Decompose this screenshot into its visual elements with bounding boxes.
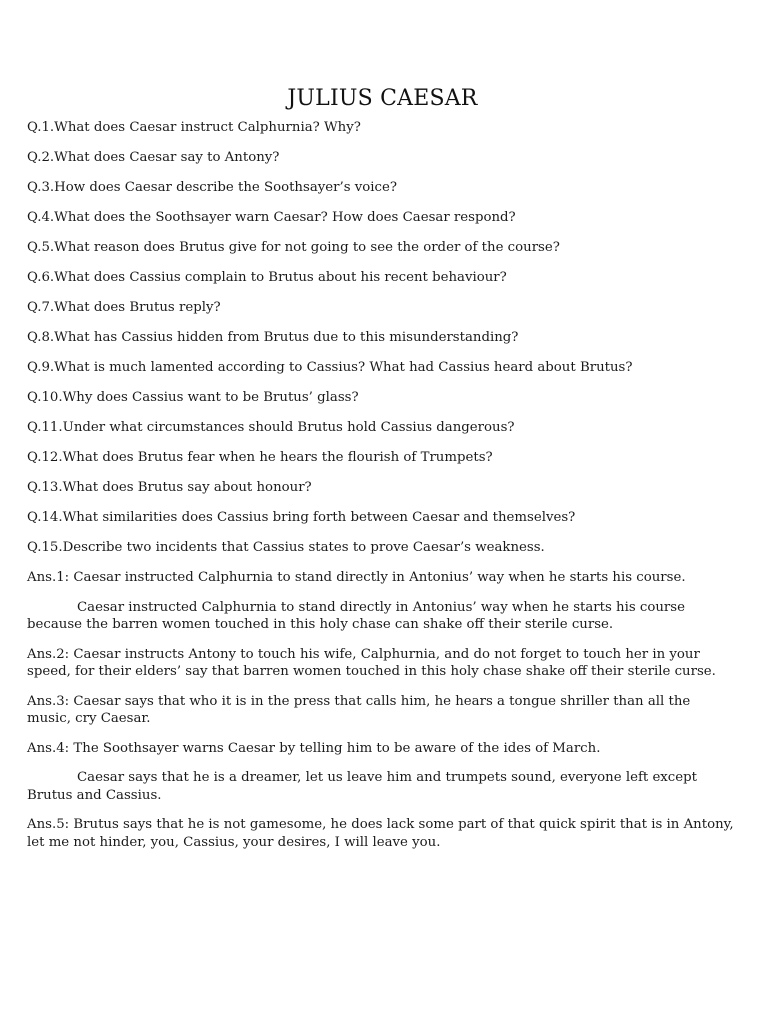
answer-1: Ans.1: Caesar instructed Calphurnia to stand directly in Antonius’ way when he starts his course. <box>27 570 686 585</box>
question-4: Q.4.What does the Soothsayer warn Caesar? How does Caesar respond? <box>27 210 516 225</box>
question-7: Q.7.What does Brutus reply? <box>27 300 221 315</box>
answer-3: Ans.3: Caesar says that who it is in the press that calls him, he hears a tongue shriller than all the music, cry Caesar. <box>27 693 691 726</box>
question-list <box>27 119 738 556</box>
question-1: Q.1.What does Caesar instruct Calphurnia? Why? <box>27 120 361 135</box>
page-title: JULIUS CAESAR <box>287 86 478 111</box>
question-3: Q.3.How does Caesar describe the Soothsayer’s voice? <box>27 180 397 195</box>
question-5: Q.5.What reason does Brutus give for not going to see the order of the course? <box>27 240 560 255</box>
question-13: Q.13.What does Brutus say about honour? <box>27 480 312 495</box>
answer-2: Ans.2: Caesar instructs Antony to touch his wife, Calphurnia, and do not forget to touch her in your speed, for their elders’ say that barren women touched in this holy chase shake off their sterile curse. <box>27 646 716 679</box>
question-12: Q.12.What does Brutus fear when he hears the flourish of Trumpets? <box>27 450 493 465</box>
question-11: Q.11.Under what circumstances should Brutus hold Cassius dangerous? <box>27 420 515 435</box>
question-10: Q.10.Why does Cassius want to be Brutus’ glass? <box>27 390 359 405</box>
question-15: Q.15.Describe two incidents that Cassius states to prove Caesar’s weakness. <box>27 540 545 555</box>
question-8: Q.8.What has Cassius hidden from Brutus due to this misunderstanding? <box>27 330 519 345</box>
question-14: Q.14.What similarities does Cassius bring forth between Caesar and themselves? <box>27 510 576 525</box>
answer-list <box>27 569 738 851</box>
answer-5: Ans.5: Brutus says that he is not gamesome, he does lack some part of that quick spirit that is in Antony, let me not hinder, you, Cassius, your desires, I will leave you. <box>27 817 734 850</box>
question-6: Q.6.What does Cassius complain to Brutus about his recent behaviour? <box>27 270 507 285</box>
answer-1-detail: Caesar instructed Calphurnia to stand directly in Antonius’ way when he starts his course because the barren women touched in this holy chase can shake off their sterile curse. <box>27 599 685 632</box>
answer-4-detail: Caesar says that he is a dreamer, let us leave him and trumpets sound, everyone left except Brutus and Cassius. <box>27 770 697 803</box>
answer-4: Ans.4: The Soothsayer warns Caesar by telling him to be aware of the ides of March. <box>27 740 601 756</box>
question-9: Q.9.What is much lamented according to Cassius? What had Cassius heard about Brutus? <box>27 360 633 375</box>
question-2: Q.2.What does Caesar say to Antony? <box>27 150 280 165</box>
